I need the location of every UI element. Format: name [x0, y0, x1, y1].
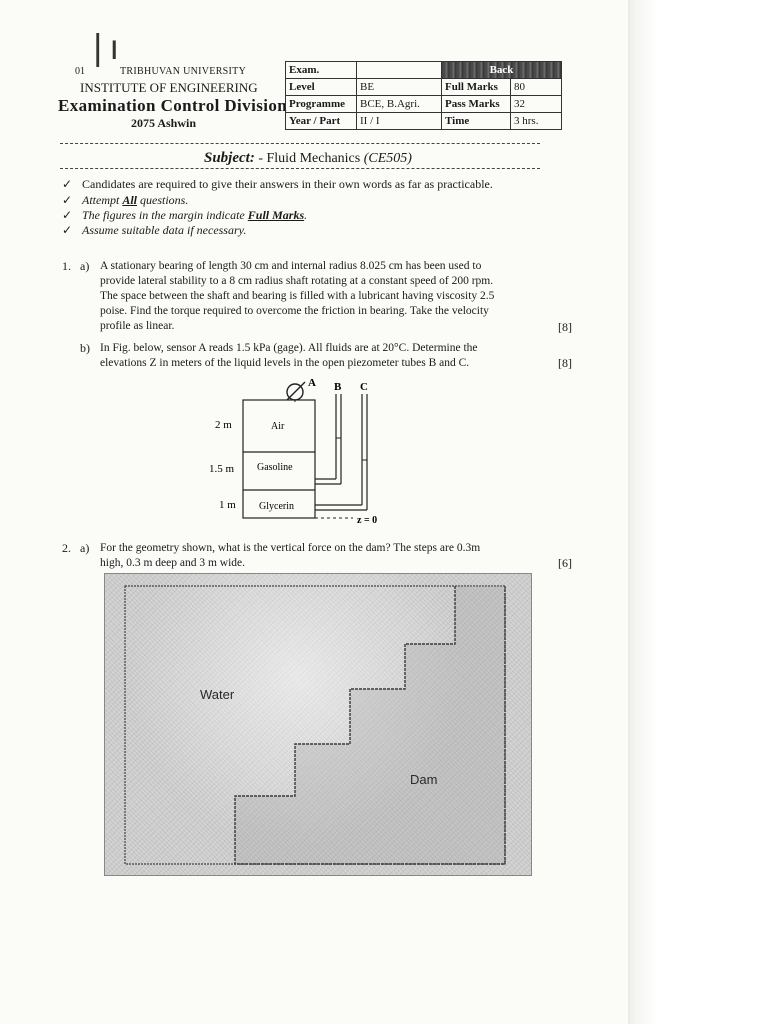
table-cell: Back: [442, 62, 562, 79]
table-cell: Pass Marks: [442, 96, 511, 113]
scan-margin: [628, 0, 768, 1024]
piezometer-figure: [195, 372, 415, 532]
table-row: [286, 62, 562, 79]
label-a: A: [308, 377, 316, 389]
instruction-emphasis: All: [122, 193, 137, 207]
dam-outline: [105, 574, 531, 875]
table-cell: 3 hrs.: [511, 113, 562, 130]
checkmark-icon: ✓: [62, 177, 73, 191]
height-gasoline: 1.5 m: [209, 463, 235, 475]
instruction-emphasis: Full Marks: [247, 208, 305, 222]
text-line: For the geometry shown, what is the vertical force on the dam? The steps are 0.3m: [100, 542, 481, 554]
table-cell: BCE, B.Agri.: [357, 96, 442, 113]
dam-label: Dam: [410, 772, 438, 787]
table-cell: Full Marks: [442, 79, 511, 96]
instruction-text: The figures in the margin indicate: [82, 208, 245, 222]
water-label: Water: [200, 687, 235, 702]
table-cell: Programme: [286, 96, 357, 113]
dam-figure: [104, 573, 532, 876]
fluid-glycerin: Glycerin: [259, 501, 294, 512]
instruction-item: [62, 193, 188, 208]
exam-info-table: [285, 61, 562, 130]
exam-session: 2075 Ashwin: [131, 116, 197, 130]
instruction-text: Attempt: [82, 193, 120, 207]
dam-steps: [235, 586, 505, 864]
text-line: elevations Z in meters of the liquid levels in the open piezometer tubes B and C.: [100, 357, 470, 369]
marks-label: [6]: [558, 556, 572, 570]
table-cell: Time: [442, 113, 511, 130]
divider: [60, 168, 540, 169]
label-c: C: [360, 381, 368, 393]
label-b: B: [334, 381, 342, 393]
checkmark-icon: ✓: [62, 223, 73, 237]
university-name: TRIBHUVAN UNIVERSITY: [120, 66, 247, 77]
text-line: The space between the shaft and bearing is filled with a lubricant having viscosity 2.5: [100, 290, 495, 302]
instruction-text: .: [304, 208, 308, 222]
instruction-text: Candidates are required to give their answers in their own words as far as practicable.: [82, 177, 493, 191]
instruction-text: questions.: [140, 193, 189, 207]
text-line: A stationary bearing of length 30 cm and internal radius 8.025 cm has been used to: [100, 260, 482, 272]
table-cell: 80: [511, 79, 562, 96]
question-number: 1.: [62, 259, 71, 273]
height-air: 2 m: [215, 419, 232, 431]
checkmark-icon: ✓: [62, 208, 73, 222]
question-part-label: a): [80, 259, 90, 273]
question-part-label: a): [80, 541, 90, 555]
pen-mark-icon: |ı: [92, 28, 125, 68]
subject-line: [204, 150, 412, 167]
subject-code: (CE505): [363, 151, 412, 166]
divider: [60, 143, 540, 144]
instruction-text: Assume suitable data if necessary.: [82, 223, 247, 237]
table-cell: 32: [511, 96, 562, 113]
instruction-item: [62, 223, 246, 238]
question-part-label: b): [80, 341, 90, 355]
table-row: [286, 96, 562, 113]
subject-label: Subject:: [204, 150, 255, 166]
table-cell: Year / Part: [286, 113, 357, 130]
text-line: In Fig. below, sensor A reads 1.5 kPa (gage). All fluids are at 20°C. Determine the: [100, 342, 478, 354]
question-1b-text: [100, 341, 550, 371]
datum-label: z = 0: [357, 515, 378, 526]
question-1a-text: [100, 259, 550, 334]
table-row: [286, 113, 562, 130]
question-2a-text: [100, 541, 550, 571]
division-title: Examination Control Division: [58, 96, 288, 115]
marks-label: [8]: [558, 320, 572, 334]
text-line: high, 0.3 m deep and 3 m wide.: [100, 557, 246, 569]
table-cell: Exam.: [286, 62, 357, 79]
table-cell: BE: [357, 79, 442, 96]
fluid-air: Air: [271, 421, 285, 432]
text-line: profile as linear.: [100, 320, 175, 332]
marks-label: [8]: [558, 356, 572, 370]
table-row: [286, 79, 562, 96]
fluid-gasoline: Gasoline: [257, 462, 293, 473]
instruction-item: [62, 208, 307, 223]
instruction-item: [62, 177, 493, 192]
paper-code: 01: [75, 66, 85, 77]
text-line: provide lateral stability to a 8 cm radius shaft rotating at a constant speed of 200 rpm.: [100, 275, 494, 287]
checkmark-icon: ✓: [62, 193, 73, 207]
table-cell: [357, 62, 442, 79]
table-cell: II / I: [357, 113, 442, 130]
text-line: poise. Find the torque required to overcome the friction in bearing. Take the velocity: [100, 305, 489, 317]
height-glycerin: 1 m: [219, 499, 236, 511]
subject-name: - Fluid Mechanics: [258, 151, 361, 166]
question-number: 2.: [62, 541, 71, 555]
table-cell: Level: [286, 79, 357, 96]
institute-name: INSTITUTE OF ENGINEERING: [80, 80, 258, 95]
